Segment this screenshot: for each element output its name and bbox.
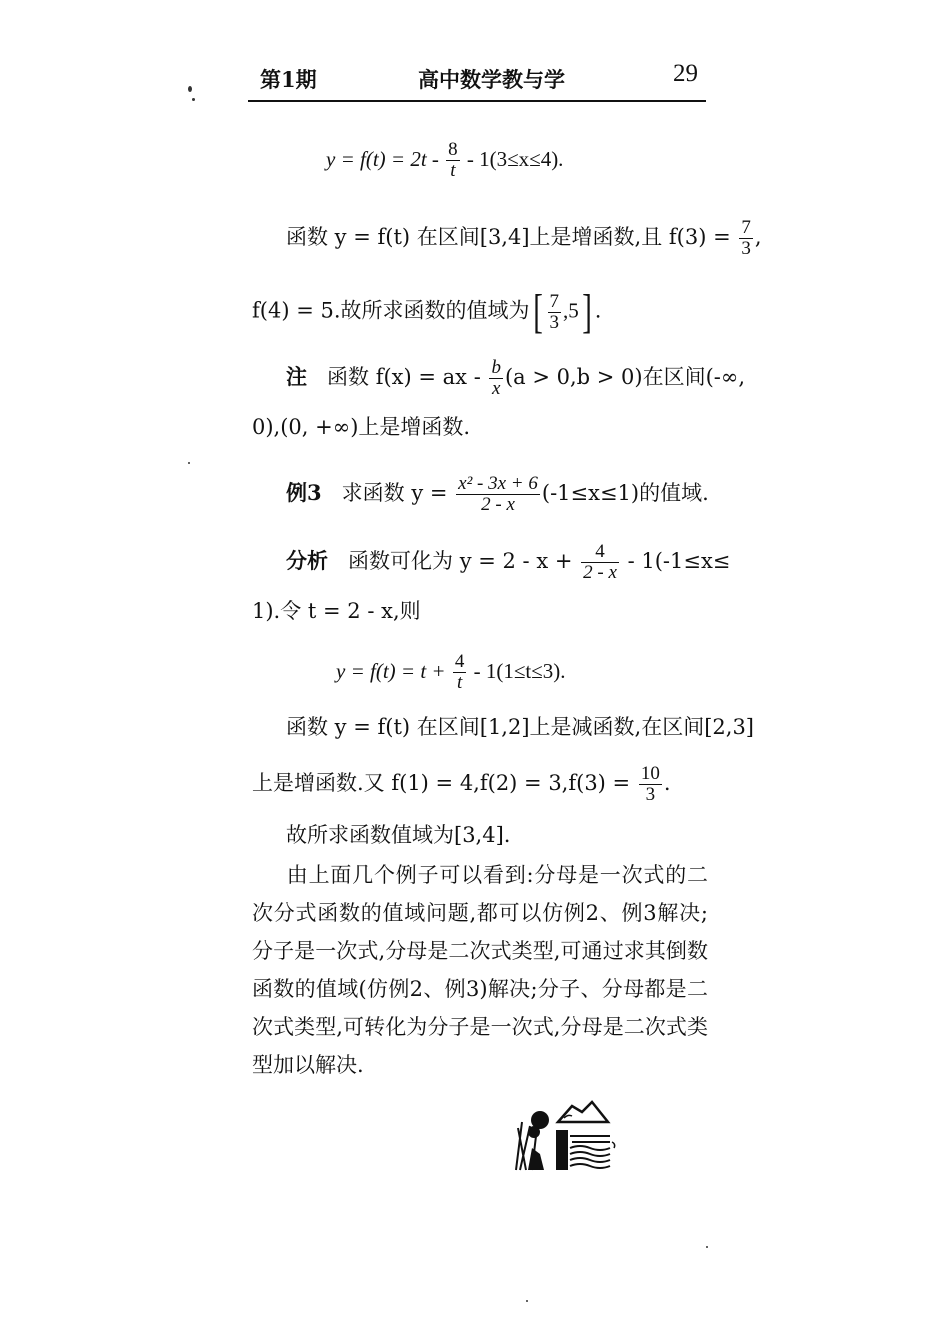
frac-num: 8: [448, 139, 458, 160]
header-rule: [248, 100, 706, 102]
frac-den: 2 - x: [583, 562, 617, 583]
example-post: (-1≤x≤1)的值域.: [541, 481, 709, 505]
scan-speck: [188, 86, 192, 92]
text-line-9: 函数 y = f(t) 在区间[1,2]上是减函数,在区间[2,3]: [286, 715, 754, 739]
eq2-rhs: - 1(1≤t≤3).: [468, 659, 566, 683]
text-line-2: [286, 217, 762, 259]
analysis-label: 分析: [286, 548, 328, 573]
eq1-lhs: y = f(t) = 2t -: [326, 147, 445, 171]
issue-label: 第1期: [260, 67, 317, 92]
line2-text: 函数 y = f(t) 在区间[3,4]上是增函数,且 f(3) =: [286, 225, 738, 249]
scan-speck: [188, 462, 190, 464]
frac-den: 3: [741, 238, 751, 259]
analysis-text: 函数可化为 y = 2 - x +: [348, 549, 580, 573]
fraction-10-over-3: [639, 764, 662, 805]
frac-den: x: [492, 378, 501, 399]
line10-post: .: [663, 771, 671, 795]
fraction-quadratic: [456, 474, 540, 515]
example-text: 求函数 y =: [341, 481, 455, 505]
note-label: 注: [286, 364, 307, 389]
line3-mid: ,5: [563, 298, 579, 323]
fraction-8-over-t: [446, 140, 460, 181]
note-post: (a > 0,b > 0)在区间(-∞,: [504, 365, 746, 389]
eq2-lhs: y = f(t) = t +: [336, 659, 451, 683]
line10-text: 上是增函数.又 f(1) = 4,f(2) = 3,f(3) =: [252, 771, 637, 795]
example-label: 例3: [286, 480, 322, 505]
note-text: 函数 f(x) = ax -: [327, 365, 488, 389]
analysis-post: - 1(-1≤x≤: [620, 549, 731, 573]
text-line-3: [252, 285, 708, 338]
landscape-ornament-icon: [506, 1092, 622, 1172]
frac-den: t: [450, 160, 456, 181]
line2-post: ,: [754, 225, 762, 249]
frac-num: x² - 3x + 6: [458, 473, 538, 494]
frac-num: b: [491, 357, 501, 378]
note-line: [286, 357, 746, 399]
frac-num: 4: [581, 542, 619, 563]
frac-num: 4: [454, 651, 465, 672]
journal-title: 高中数学教与学: [418, 67, 565, 92]
frac-num: 7: [549, 290, 559, 312]
line3-text: f(4) = 5.故所求函数的值域为: [252, 298, 530, 323]
frac-den: 3: [549, 311, 559, 333]
line3-post: .: [594, 298, 602, 323]
analysis-line-2: 1).令 t = 2 - x,则: [252, 599, 421, 623]
frac-den: 2 - x: [481, 494, 515, 515]
fraction-7-over-3: [548, 292, 562, 333]
scan-speck: [526, 1300, 528, 1302]
analysis-line: [286, 542, 742, 583]
summary-paragraph: [252, 856, 708, 1084]
scan-speck: [706, 1246, 708, 1248]
fraction-4-over-t: [453, 652, 467, 693]
equation-line-1: [326, 140, 782, 181]
fraction-b-over-x: [489, 358, 503, 399]
fraction-7-over-3: [739, 218, 753, 259]
scan-speck: [192, 98, 195, 101]
frac-den: t: [456, 672, 463, 693]
left-bracket: [: [532, 285, 543, 338]
frac-den: 3: [645, 784, 656, 805]
equation-line-2: [336, 652, 792, 693]
example-3-line: [286, 474, 742, 515]
page-number: 29: [673, 60, 698, 87]
eq1-rhs: - 1(3≤x≤4).: [461, 147, 564, 171]
note-line-2: 0),(0, +∞)上是增函数.: [252, 415, 471, 439]
frac-num: 10: [640, 763, 660, 784]
summary-text: 由上面几个例子可以看到:分母是一次式的二次分式函数的值域问题,都可以仿例2、例3解决;分子是一次式,分母是二次式类型,可通过求其倒数函数的值域(仿例2、例3)解决;分子、分母都是二次式类型,可转化为分子是一次式,分母是二次式类型加以解决.: [252, 863, 708, 1077]
text-line-10: [252, 764, 708, 805]
frac-num: 7: [741, 217, 751, 238]
right-bracket: ]: [581, 285, 592, 338]
text-line-11: 故所求函数值域为[3,4].: [286, 823, 511, 847]
running-header: [248, 60, 706, 96]
fraction-4-over-2-x: [581, 542, 619, 583]
